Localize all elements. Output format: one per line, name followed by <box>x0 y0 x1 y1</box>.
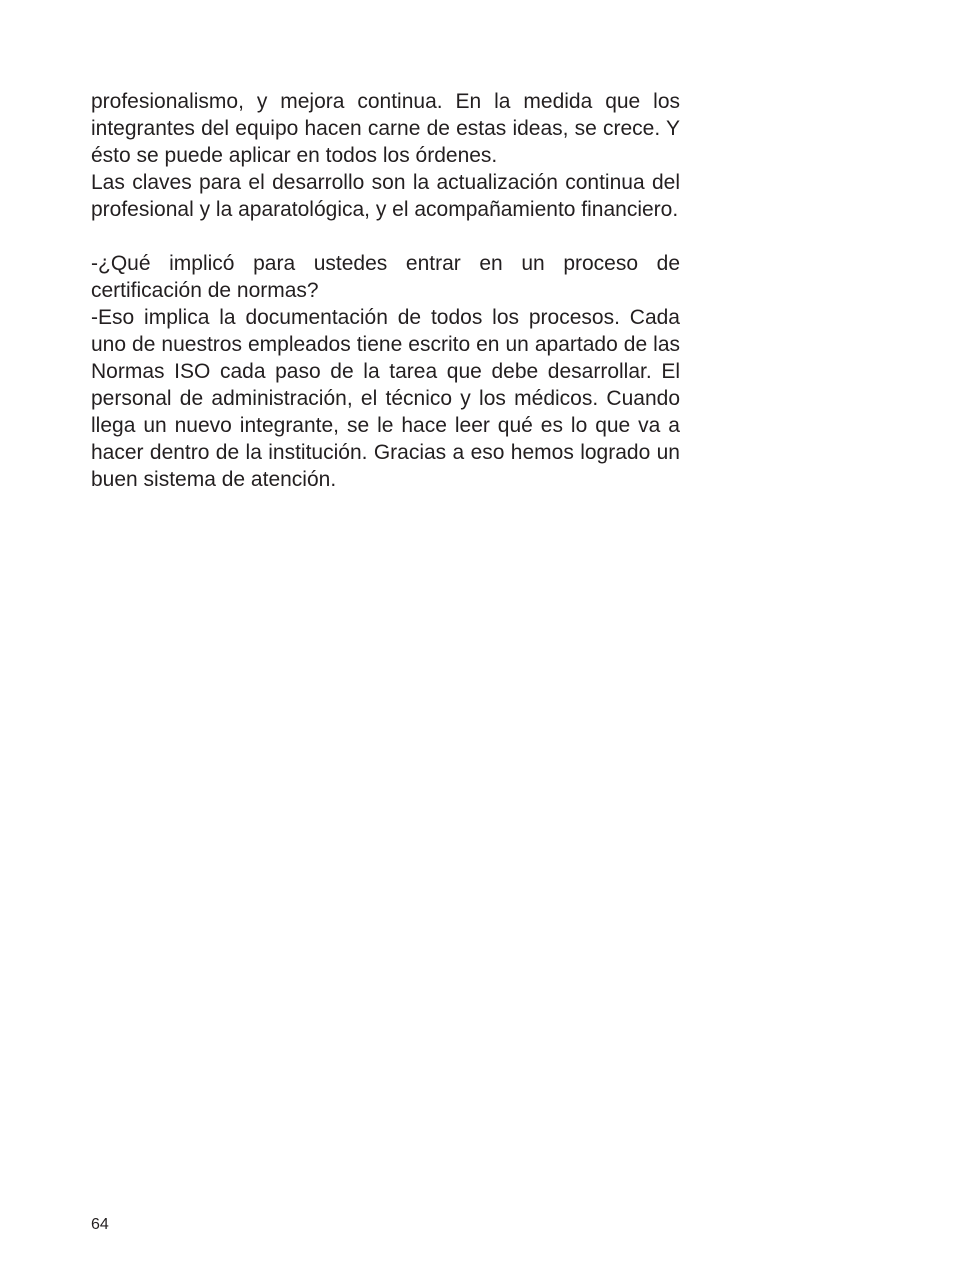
paragraph-spacer <box>91 223 680 250</box>
interview-answer: -Eso implica la documentación de todos los procesos. Cada uno de nuestros empleados tiene escrito en un apartado de las Normas ISO cada paso de la tarea que debe desarrollar. El personal de administración, el técnico y los médicos. Cuando llega un nuevo integrante, se le hace leer qué es lo que va a hacer dentro de la institución. Gracias a eso hemos logrado un buen sistema de atención. <box>91 306 680 491</box>
body-text <box>91 88 680 493</box>
paragraph-quality: profesionalismo, y mejora continua. En la medida que los integrantes del equipo hacen carne de estas ideas, se crece. Y ésto se puede aplicar en todos los órdenes. <box>91 90 680 167</box>
page-number: 64 <box>91 1216 109 1233</box>
interview-question: -¿Qué implicó para ustedes entrar en un proceso de certificación de normas? <box>91 252 680 302</box>
paragraph-development-keys: Las claves para el desarrollo son la actualización continua del profesional y la aparatológica, y el acompañamiento financiero. <box>91 171 680 221</box>
